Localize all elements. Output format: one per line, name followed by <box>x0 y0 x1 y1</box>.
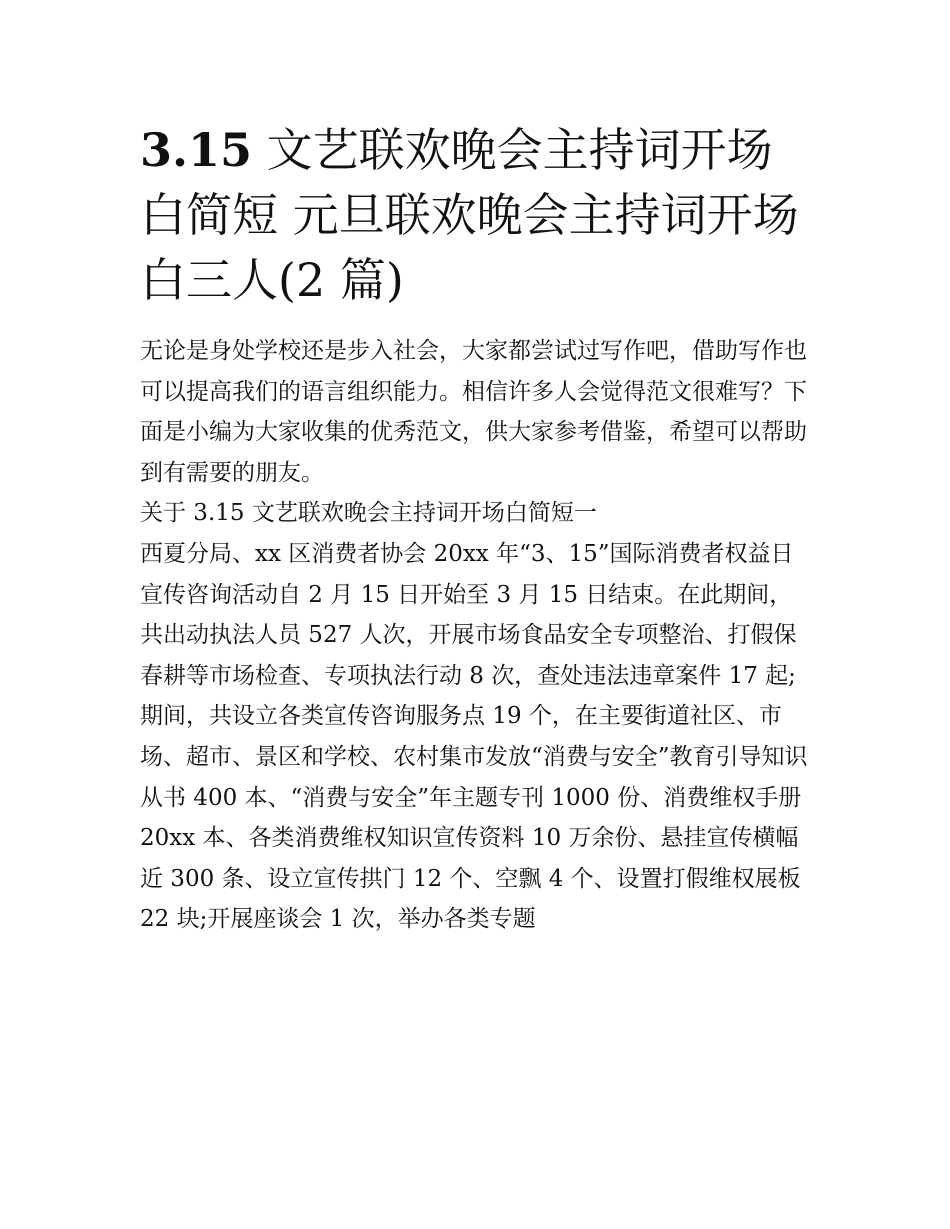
title-rest: 文艺联欢晚会主持词开场白简短 元旦联欢晚会主持词开场白三人(2 篇) <box>140 123 799 307</box>
title-lead: 3.15 <box>140 123 253 177</box>
section-heading: 关于 3.15 文艺联欢晚会主持词开场白简短一 <box>140 500 597 527</box>
document-page <box>140 118 815 940</box>
body-paragraph: 西夏分局、xx 区消费者协会 20xx 年“3、15”国际消费者权益日宣传咨询活动自 2 月 15 日开始至 3 月 15 日结束。在此期间，共出动执法人员 527 人次，开展市场食品安全专项整治、打假保春耕等市场检查、专项执法行动 8 次，查处违法违章案件 17 起;期间，共设立各类宣传咨询服务点 19 个，在主要街道社区、市场、超市、景区和学校、农村集市发放“消费与安全”教育引导知识从书 400 本、“消费与安全”年主题专刊 1000 份、消费维权手册 20xx 本、各类消费维权知识宣传资料 10 万余份、悬挂宣传横幅近 300 条、设立宣传拱门 12 个、空飘 4 个、设置打假维权展板 22 块;开展座谈会 1 次，举办各类专题 <box>140 540 808 933</box>
document-title <box>140 118 815 313</box>
intro-paragraph: 无论是身处学校还是步入社会，大家都尝试过写作吧，借助写作也可以提高我们的语言组织能力。相信许多人会觉得范文很难写？下面是小编为大家收集的优秀范文，供大家参考借鉴，希望可以帮助到有需要的朋友。 <box>140 338 807 486</box>
document-body <box>140 331 815 940</box>
